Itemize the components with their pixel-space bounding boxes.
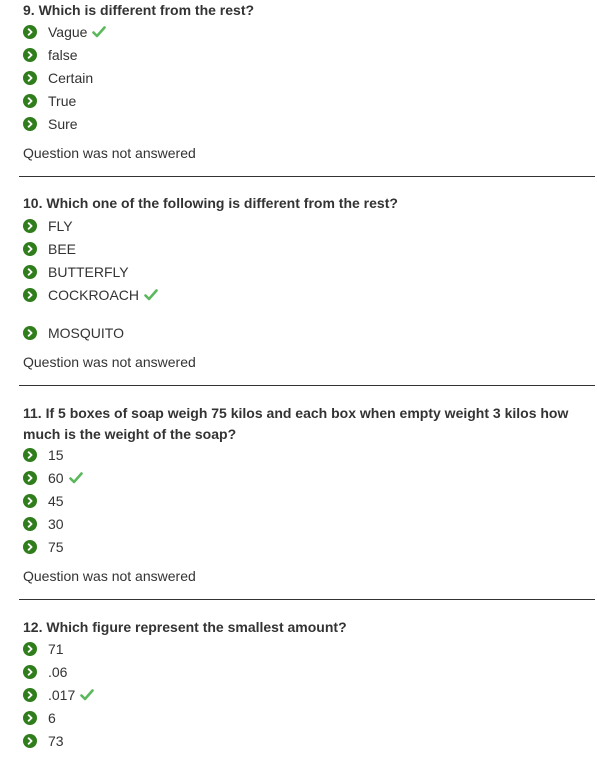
chevron-right-circle-icon <box>23 25 37 39</box>
chevron-right-circle-icon <box>23 711 37 725</box>
option <box>23 216 73 236</box>
chevron-right-circle-icon <box>23 734 37 748</box>
chevron-right-circle-icon <box>23 48 37 62</box>
chevron-right-circle-icon <box>23 471 37 485</box>
option <box>23 537 64 557</box>
option <box>23 68 93 88</box>
chevron-right-circle-icon <box>23 94 37 108</box>
option-label: Certain <box>48 70 94 86</box>
option <box>23 22 106 42</box>
chevron-right-circle-icon <box>23 326 37 340</box>
option-label: 6 <box>48 710 56 726</box>
option <box>23 662 67 682</box>
option-label: BEE <box>48 241 77 257</box>
chevron-right-circle-icon <box>23 540 37 554</box>
option-label: false <box>48 47 78 63</box>
option-label: BUTTERFLY <box>48 264 129 280</box>
option <box>23 685 94 705</box>
option <box>23 114 78 134</box>
chevron-right-circle-icon <box>23 517 37 531</box>
option-label: 30 <box>48 516 64 532</box>
checkmark-icon <box>144 289 158 301</box>
option-label: Sure <box>48 116 78 132</box>
option <box>23 491 64 511</box>
option <box>23 45 78 65</box>
option-label: .06 <box>48 664 68 680</box>
option-label: Vague <box>48 24 88 40</box>
option-label: True <box>48 93 77 109</box>
option-label: .017 <box>48 687 76 703</box>
chevron-right-circle-icon <box>23 288 37 302</box>
divider <box>19 385 595 386</box>
answer-status: Question was not answered <box>23 354 196 370</box>
chevron-right-circle-icon <box>23 71 37 85</box>
chevron-right-circle-icon <box>23 265 37 279</box>
option-label: 60 <box>48 470 64 486</box>
option <box>23 468 83 488</box>
answer-status: Question was not answered <box>23 568 196 584</box>
option <box>23 639 64 659</box>
chevron-right-circle-icon <box>23 642 37 656</box>
option <box>23 323 124 343</box>
chevron-right-circle-icon <box>23 688 37 702</box>
chevron-right-circle-icon <box>23 494 37 508</box>
option <box>23 731 64 751</box>
option <box>23 262 129 282</box>
option-label: 15 <box>48 447 64 463</box>
chevron-right-circle-icon <box>23 219 37 233</box>
option <box>23 285 158 305</box>
option-label: 71 <box>48 641 64 657</box>
checkmark-icon <box>92 26 106 38</box>
chevron-right-circle-icon <box>23 448 37 462</box>
option-label: COCKROACH <box>48 287 140 303</box>
chevron-right-circle-icon <box>23 665 37 679</box>
question-title: 10. Which one of the following is different from the rest? <box>23 195 398 211</box>
chevron-right-circle-icon <box>23 117 37 131</box>
option-label: 73 <box>48 733 64 749</box>
option-label: 45 <box>48 493 64 509</box>
option <box>23 91 76 111</box>
question-title: 11. If 5 boxes of soap weigh 75 kilos and each box when empty weight 3 kilos how much is the weight of the soap? <box>23 405 569 442</box>
answer-status: Question was not answered <box>23 145 196 161</box>
option <box>23 445 64 465</box>
checkmark-icon <box>80 689 94 701</box>
question-title: 12. Which figure represent the smallest amount? <box>23 619 347 635</box>
divider <box>19 599 595 600</box>
question-title: 9. Which is different from the rest? <box>23 2 255 18</box>
option <box>23 708 56 728</box>
option <box>23 514 64 534</box>
option-label: MOSQUITO <box>48 325 124 341</box>
option-label: FLY <box>48 218 73 234</box>
divider <box>19 176 595 177</box>
checkmark-icon <box>69 472 83 484</box>
option <box>23 239 76 259</box>
chevron-right-circle-icon <box>23 242 37 256</box>
option-label: 75 <box>48 539 64 555</box>
